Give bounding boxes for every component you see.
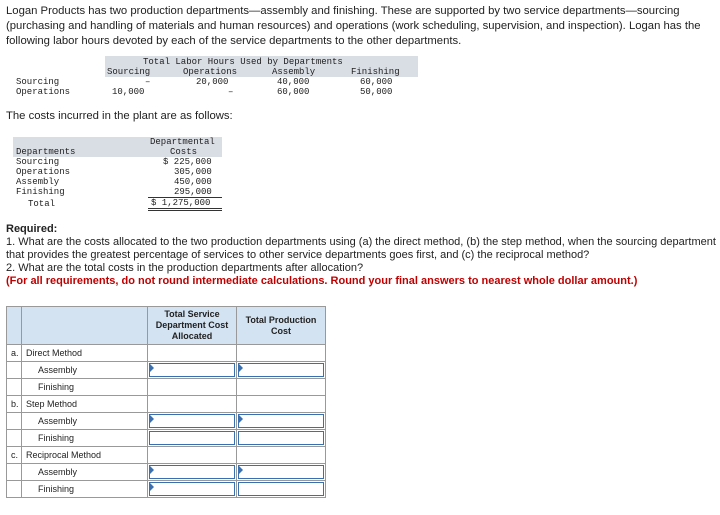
header-blank [7, 307, 22, 345]
cost-row-value: 450,000 [174, 177, 212, 187]
hours-col-assembly: Assembly [272, 67, 316, 77]
row-label: Assembly [22, 464, 148, 481]
hours-col-finishing: Finishing [351, 67, 400, 77]
blank-cell [148, 379, 237, 396]
cost-row-value: 295,000 [174, 187, 212, 197]
indent-cell [7, 464, 22, 481]
section-title: Reciprocal Method [22, 447, 148, 464]
hours-cell: 60,000 [277, 87, 310, 97]
blank-cell [148, 345, 237, 362]
blank-cell [148, 396, 237, 413]
reciprocal-assembly-total-input[interactable] [237, 464, 326, 481]
hours-cell: 10,000 [112, 87, 145, 97]
hours-col-sourcing: Sourcing [107, 67, 151, 77]
hours-col-operations: Operations [183, 67, 238, 77]
header-service-allocated: Total Service Department Cost Allocated [148, 307, 237, 345]
indent-cell [7, 430, 22, 447]
hours-row-label: Sourcing [16, 77, 60, 87]
costs-label-header: Departments [16, 147, 76, 157]
costs-intro: The costs incurred in the plant are as follows: [6, 110, 233, 122]
hours-cell: 20,000 [196, 77, 229, 87]
row-label: Assembly [22, 413, 148, 430]
blank-cell [237, 345, 326, 362]
row-label: Assembly [22, 362, 148, 379]
cost-row-value: $ 225,000 [163, 157, 212, 167]
cost-row-label: Operations [16, 167, 71, 177]
required-heading: Required: [6, 223, 58, 235]
hours-cell: 50,000 [360, 87, 393, 97]
intro-paragraph: Logan Products has two production departments—assembly and finishing. These are supported by two service departments—sourcing (purchasing and handling of materials and human resources) and operations (work scheduling, supervision, and inspection). Logan has the following labor hours devoted by each of the service departments to the other departments. [6, 5, 701, 47]
step-assembly-allocated-input[interactable] [148, 413, 237, 430]
direct-assembly-allocated-input[interactable] [148, 362, 237, 379]
cost-row-value: 305,000 [174, 167, 212, 177]
blank-cell [148, 447, 237, 464]
reciprocal-finishing-total-input[interactable] [237, 481, 326, 498]
indent-cell [7, 413, 22, 430]
cost-row-label: Finishing [16, 187, 65, 197]
costs-total-double-rule [148, 208, 222, 211]
indent-cell [7, 362, 22, 379]
hours-cell: – [145, 77, 151, 87]
costs-header-line1: Departmental [150, 137, 215, 147]
hours-cell: – [228, 87, 234, 97]
reciprocal-finishing-allocated-input[interactable] [148, 481, 237, 498]
cost-row-label: Assembly [16, 177, 60, 187]
section-letter: b. [7, 396, 22, 413]
hours-title: Total Labor Hours Used by Departments [143, 57, 343, 67]
reciprocal-assembly-allocated-input[interactable] [148, 464, 237, 481]
step-finishing-allocated-input[interactable] [148, 430, 237, 447]
step-finishing-total-input[interactable] [237, 430, 326, 447]
row-label: Finishing [22, 430, 148, 447]
section-letter: c. [7, 447, 22, 464]
required-section [6, 223, 716, 288]
blank-cell [237, 447, 326, 464]
section-title: Step Method [22, 396, 148, 413]
question-2: 2. What are the total costs in the production departments after allocation? [6, 262, 364, 274]
hours-row-label: Operations [16, 87, 71, 97]
question-1: 1. What are the costs allocated to the two production departments using (a) the direct method, (b) the step method, when the sourcing department that provides the greatest percentage of services to other service departments goes first, and (c) the reciprocal method? [6, 236, 716, 261]
costs-header-line2: Costs [170, 147, 198, 157]
answer-table [6, 306, 326, 498]
hours-cell: 60,000 [360, 77, 393, 87]
row-label: Finishing [22, 481, 148, 498]
row-label: Finishing [22, 379, 148, 396]
blank-cell [237, 396, 326, 413]
indent-cell [7, 481, 22, 498]
costs-total-label: Total [28, 199, 56, 209]
step-assembly-total-input[interactable] [237, 413, 326, 430]
hours-cell: 40,000 [277, 77, 310, 87]
header-production-cost: Total Production Cost [237, 307, 326, 345]
section-title: Direct Method [22, 345, 148, 362]
costs-total-value: $ 1,275,000 [151, 198, 211, 208]
indent-cell [7, 379, 22, 396]
cost-row-label: Sourcing [16, 157, 60, 167]
blank-cell [237, 379, 326, 396]
rounding-note: (For all requirements, do not round intermediate calculations. Round your final answers to nearest whole dollar amount.) [6, 275, 638, 287]
section-letter: a. [7, 345, 22, 362]
direct-assembly-total-input[interactable] [237, 362, 326, 379]
header-blank [22, 307, 148, 345]
